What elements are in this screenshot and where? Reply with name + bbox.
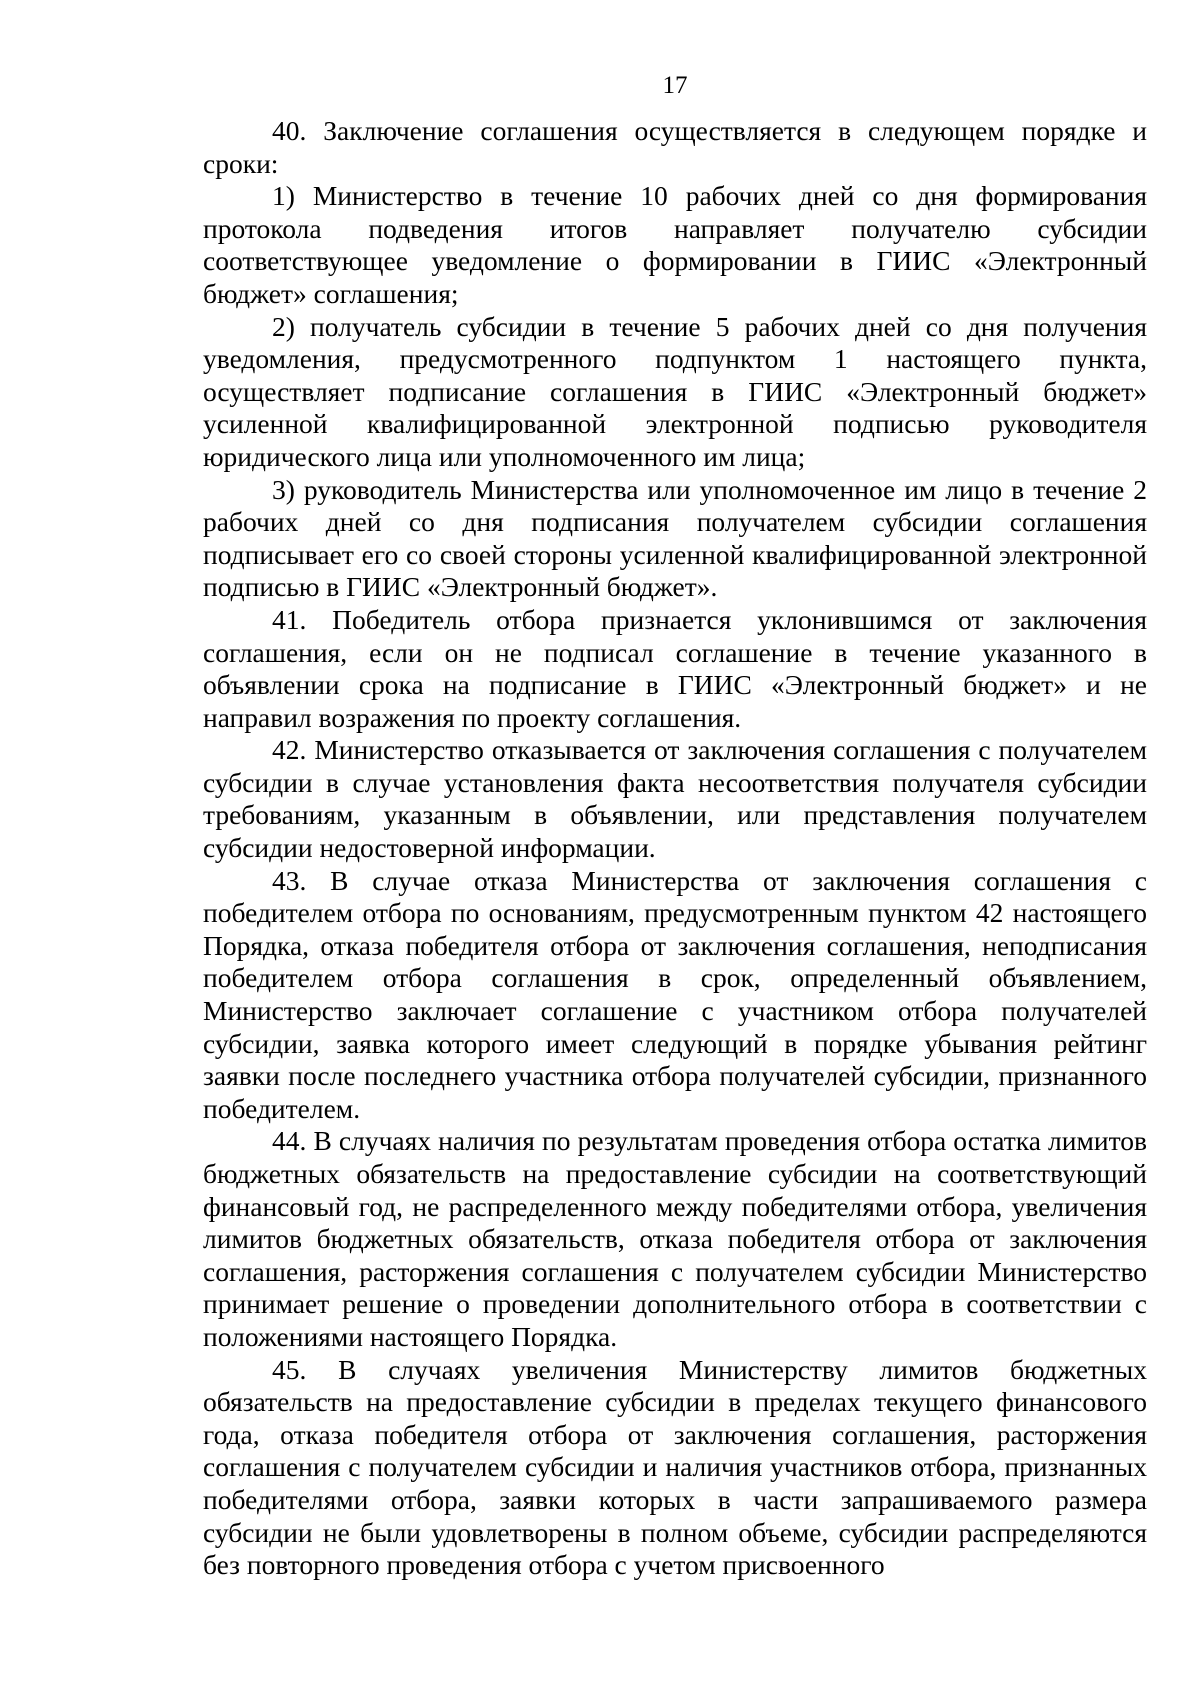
paragraph-42: 42. Министерство отказывается от заключения соглашения с получателем субсидии в случае установления факта несоответствия получателя субсидии требованиям, указанным в объявлении, или представления получателем субсидии недостоверной информации. [203, 734, 1147, 864]
paragraph-40-item-3: 3) руководитель Министерства или уполномоченное им лицо в течение 2 рабочих дней со дня подписания получателем субсидии соглашения подписывает его со своей стороны усиленной квалифицированной электронной подписью в ГИИС «Электронный бюджет». [203, 473, 1147, 603]
paragraph-45: 45. В случаях увеличения Министерству лимитов бюджетных обязательств на предоставление субсидии в пределах текущего финансового года, отказа победителя отбора от заключения соглашения, расторжения соглашения с получателем субсидии и наличия участников отбора, признанных победителями отбора, заявки которых в части запрашиваемого размера субсидии не были удовлетворены в полном объеме, субсидии распределяются без повторного проведения отбора с учетом присвоенного [203, 1353, 1147, 1581]
document-body [203, 115, 1147, 1582]
paragraph-43: 43. В случае отказа Министерства от заключения соглашения с победителем отбора по основаниям, предусмотренным пунктом 42 настоящего Порядка, отказа победителя отбора от заключения соглашения, неподписания победителем отбора соглашения в срок, определенный объявлением, Министерство заключает соглашение с участником отбора получателей субсидии, заявка которого имеет следующий в порядке убывания рейтинг заявки после последнего участника отбора получателей субсидии, признанного победителем. [203, 864, 1147, 1124]
paragraph-40-item-2: 2) получатель субсидии в течение 5 рабочих дней со дня получения уведомления, предусмотренного подпунктом 1 настоящего пункта, осуществляет подписание соглашения в ГИИС «Электронный бюджет» усиленной квалифицированной электронной подписью руководителя юридического лица или уполномоченного им лица; [203, 310, 1147, 472]
paragraph-41: 41. Победитель отбора признается уклонившимся от заключения соглашения, если он не подписал соглашение в течение указанного в объявлении срока на подписание в ГИИС «Электронный бюджет» и не направил возражения по проекту соглашения. [203, 603, 1147, 733]
page-number: 17 [662, 72, 688, 99]
paragraph-40: 40. Заключение соглашения осуществляется в следующем порядке и сроки: [203, 115, 1147, 179]
paragraph-44: 44. В случаях наличия по результатам проведения отбора остатка лимитов бюджетных обязательств на предоставление субсидии на соответствующий финансовый год, не распределенного между победителями отбора, увеличения лимитов бюджетных обязательств, отказа победителя отбора от заключения соглашения, расторжения соглашения с получателем субсидии Министерство принимает решение о проведении дополнительного отбора в соответствии с положениями настоящего Порядка. [203, 1125, 1147, 1352]
paragraph-40-item-1: 1) Министерство в течение 10 рабочих дней со дня формирования протокола подведения итогов направляет получателю субсидии соответствующее уведомление о формировании в ГИИС «Электронный бюджет» соглашения; [203, 180, 1147, 309]
